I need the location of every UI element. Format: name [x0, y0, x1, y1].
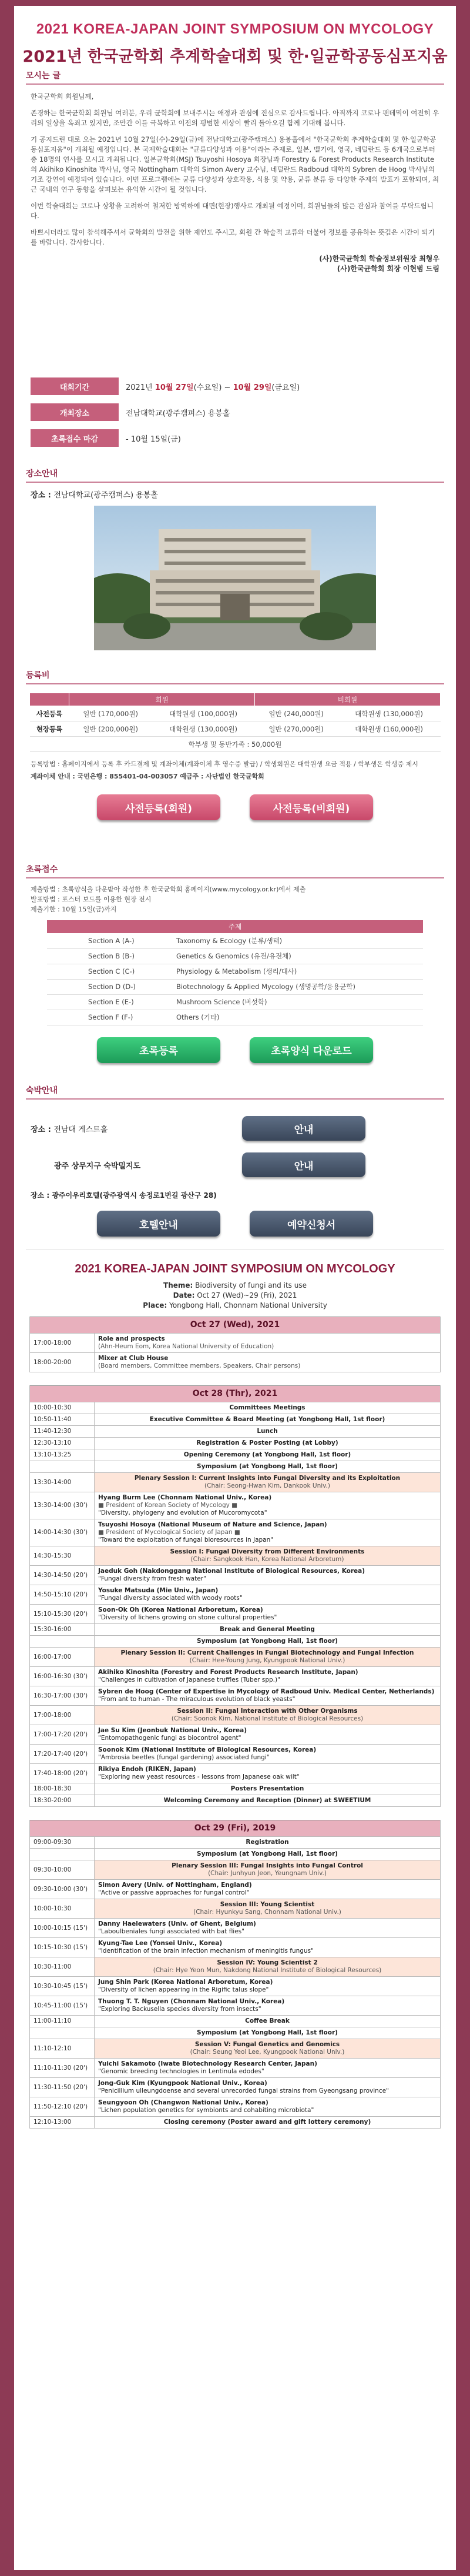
table-row [30, 1725, 441, 1745]
program-talk: Jaeduk Goh (Nakdonggang National Institute of Biological Resources, Korea) "Fungal diversity from fresh water" [95, 1566, 441, 1585]
program-time: 10:45-11:00 (15') [30, 1996, 95, 2016]
program-time: 18:00-18:30 [30, 1783, 95, 1795]
greeting-paragraph: 이번 학술대회는 코로나 상황을 고려하여 철저한 방역하에 대면(현장)행사로 개최될 예정이며, 회원님들의 많은 관심과 참여를 부탁드립니다. [31, 202, 434, 220]
table-row [30, 1546, 441, 1566]
event-row [31, 429, 439, 447]
content-frame [14, 6, 456, 2570]
abstract-note: 발표방법 : 포스터 보드를 이용한 현장 전시 [31, 896, 152, 903]
program-time: 11:10-12:10 [30, 2039, 95, 2059]
program-talk: Hyang Burm Lee (Chonnam National Univ., Korea) ■ President of Korean Society of Mycology ■ "Diversity, phylogeny and evolution of Mucoromycota" [95, 1492, 441, 1519]
event-value: 전남대학교(광주캠퍼스) 용봉홀 [126, 409, 230, 418]
program-time: 15:10-15:30 (20') [30, 1605, 95, 1624]
program-talk: Jae Su Kim (Jeonbuk National Univ., Korea) "Entomopathogenic fungi as biocontrol agent" [95, 1725, 441, 1745]
table-row [30, 1919, 441, 1938]
hotel-info-button[interactable]: 호텔안내 [97, 1211, 220, 1237]
program-entry: Plenary Session III: Fungal Insights into Fungal Control (Chair: Junhyun Jeon, Yeungnam Univ.) [95, 1860, 441, 1880]
table-row: 사전등록 일반 (170,000원) 대학원생 (100,000원) 일반 (240,000원) 대학원생 (130,000원) [30, 706, 441, 721]
program-entry: Welcoming Ceremony and Reception (Dinner) at SWEETIUM [95, 1795, 441, 1807]
table-row [30, 1764, 441, 1783]
table-row [30, 1353, 441, 1372]
program-entry: Opening Ceremony (at Yongbong Hall, 1st floor) [95, 1449, 441, 1461]
abstract-section [14, 863, 456, 1063]
table-row [30, 1648, 441, 1667]
program-time: 17:00-18:00 [30, 1334, 95, 1353]
table-row [30, 1745, 441, 1764]
program-time: 12:10-13:00 [30, 2117, 95, 2129]
table-row [30, 1957, 441, 1977]
program-time: 10:00-10:15 (15') [30, 1919, 95, 1938]
program-time: 18:00-20:00 [30, 1353, 95, 1372]
table-row [30, 1566, 441, 1585]
program-talk: Seungyoon Oh (Changwon National Univ., Korea) "Lichen population genetics for symbionts and cohabiting microbiota" [95, 2097, 441, 2117]
venue-photo [94, 506, 376, 650]
program-time [30, 1849, 95, 1860]
program-time: 11:30-11:50 (20') [30, 2078, 95, 2097]
program-talk: Jong-Guk Kim (Kyungpook National Univ., Korea) "Penicillium ulleungdoense and several unrecorded fungal strains from Gyeongsang province" [95, 2078, 441, 2097]
program-time: 16:00-16:30 (30') [30, 1667, 95, 1686]
hotel-note: 장소 : 광주이우리호텔(광주광역시 송정로1번길 광산구 28) [31, 1191, 217, 1200]
program-talk: Thuong T. T. Nguyen (Chonnam National Univ., Korea) "Exploring Backusella species diversity from insects" [95, 1996, 441, 2016]
program-time: 13:30-14:00 (30') [30, 1492, 95, 1519]
table-row [30, 1624, 441, 1636]
table-row: Section E (E-) Mushroom Science (버섯학) [47, 994, 423, 1010]
event-value: - 10월 15일(금) [126, 435, 181, 444]
table-row [30, 1636, 441, 1648]
program-talk: Simon Avery (Univ. of Nottingham, England) "Active or passive approaches for fungal control" [95, 1880, 441, 1899]
table-row [30, 1585, 441, 1605]
table-row [30, 1880, 441, 1899]
program-talk: Soonok Kim (National Institute of Biological Resources, Korea) "Ambrosia beetles (fungal gardening) associated fungi" [95, 1745, 441, 1764]
program-time: 11:10-11:30 (20') [30, 2059, 95, 2078]
preregister-member-button[interactable]: 사전등록(회원) [97, 794, 220, 820]
greeting-paragraph: 기 공지드린 대로 오는 2021년 10월 27일(수)-29일(금)에 전남대학교(광주캠퍼스) 용봉홀에서 "한국균학회 추계학술대회 및 한·일균학공동심포지움"이 개최될 예정입니다. 본 국제학술대회는 "균류다양성과 이용"이라는 주제로, 일본, 벨기에, 영국, 네덜란드 등 6개국으로부터 총 18명의 연사를 모시고 개최됩니다. 일본균학회(MSJ) Tsuyoshi Hosoya 회장님과 Forestry & Forest Products Research Institute의 Akihiko Kinoshita 박사님, 영국 Nottingham 대학의 Simon Avery 교수님, 네덜란드 Radboud 대학의 Sybren de Hoog 박사님의 기조 강연이 예정되어 있습니다. 이번 프로그램에는 균류 다양성과 상호작용, 식용 및 약용, 균류 분류 등 다양한 주제의 발표가 포함되며, 최근 국내외 연구 동향을 살펴보는 유익한 시간이 될 것입니다. [31, 135, 439, 193]
program-talk: Kyung-Tae Lee (Yonsei Univ., Korea) "Identification of the brain infection mechanism of meningitis fungus" [95, 1938, 441, 1957]
table-row: Section C (C-) Physiology & Metabolism (생리/대사) [47, 964, 423, 979]
preregister-nonmember-button[interactable]: 사전등록(비회원) [250, 794, 373, 820]
table-row [30, 1795, 441, 1807]
program-entry: Posters Presentation [95, 1783, 441, 1795]
table-row [30, 2016, 441, 2027]
program-schedule [14, 1317, 456, 2129]
program-entry: Executive Committee & Board Meeting (at Yongbong Hall, 1st floor) [95, 1414, 441, 1426]
table-row: 현장등록 일반 (200,000원) 대학원생 (130,000원) 일반 (270,000원) 대학원생 (160,000원) [30, 721, 441, 737]
program-talk: Rikiya Endoh (RIKEN, Japan) "Exploring new yeast resources - lessons from Japanese oak wilt" [95, 1764, 441, 1783]
title-kr: 2021년 한국균학회 추계학술대회 및 한·일균학공동심포지움 [22, 48, 448, 66]
table-row [30, 2078, 441, 2097]
program-time: 10:30-10:45 (15') [30, 1977, 95, 1996]
table-row [30, 1426, 441, 1438]
table-row [30, 1473, 441, 1492]
event-label: 초록접수 마감 [31, 429, 119, 447]
program-entry: Role and prospects (Ahn-Heum Eom, Korea National University of Education) [95, 1334, 441, 1353]
table-row [30, 2039, 441, 2059]
program-time: 17:00-18:00 [30, 1706, 95, 1725]
program-time: 10:00-10:30 [30, 1899, 95, 1919]
program-entry: Registration & Poster Posting (at Lobby) [95, 1438, 441, 1449]
table-row [30, 1706, 441, 1725]
table-row [30, 1334, 441, 1353]
program-talk: Jung Shin Park (Korea National Arboretum, Korea) "Diversity of lichen appearing in the Rigific talus slope" [95, 1977, 441, 1996]
topic-table: 주제 Section A (A-) Taxonomy & Ecology (분류/생태) Section B (B-) Genetics & Genomics (유전/유전체) Section C (C-) Physiology & Metabolism (생리/대사) Section D (D-) Biotechnology & Applied Mycology (생명공학/응용균학) Section E (E-) Mushroom Science (버섯학) Section F (F-) Others (기타) [47, 920, 423, 1025]
event-label: 대회기간 [31, 377, 119, 395]
registration-table: 회원 비회원 사전등록 일반 (170,000원) 대학원생 (100,000원) 일반 (240,000원) 대학원생 (130,000원) 현장등록 일반 (200,000원) 대학원생 (130,000원) 일반 (270,000원) 대학원생 (160,000원) 학부생 및 동반가족 : 50,000원 [29, 693, 441, 752]
program-talk: Yosuke Matsuda (Mie Univ., Japan) "Fungal diversity associated with woody roots" [95, 1585, 441, 1605]
program-entry: Mixer at Club House (Board members, Committee members, Speakers, Chair persons) [95, 1353, 441, 1372]
program-time [30, 1461, 95, 1473]
program-entry: Session III: Young Scientist (Chair: Hyunkyu Sang, Chonnam National Univ.) [95, 1899, 441, 1919]
program-time: 10:50-11:40 [30, 1414, 95, 1426]
registration-heading: 등록비 [26, 669, 444, 684]
program-time: 10:30-11:00 [30, 1957, 95, 1977]
lodging-heading: 숙박안내 [26, 1084, 444, 1100]
table-row [30, 2097, 441, 2117]
program-time: 18:30-20:00 [30, 1795, 95, 1807]
program-entry: Session I: Fungal Diversity from Different Environments (Chair: Sangkook Han, Korea National Arboretum) [95, 1546, 441, 1566]
program-entry: Lunch [95, 1426, 441, 1438]
venue-heading: 장소안내 [26, 467, 444, 483]
program-entry: Symposium (at Yongbong Hall, 1st floor) [95, 1849, 441, 1860]
registration-note: 등록방법 : 홈페이지에서 등록 후 카드결제 및 계좌이체(계좌이체 후 영수증 발급) / 학생회원은 대학원생 요금 적용 / 학부생은 학생증 제시 [31, 760, 418, 768]
registration-footnote: 학부생 및 동반가족 : 50,000원 [30, 737, 441, 752]
table-row: Section B (B-) Genetics & Genomics (유전/유전체) [47, 948, 423, 964]
program-time: 17:20-17:40 (20') [30, 1745, 95, 1764]
program-place: Place: Yongbong Hall, Chonnam National University [143, 1301, 327, 1309]
table-row [30, 1996, 441, 2016]
table-row [30, 2059, 441, 2078]
event-value: 2021년 10월 27일(수요일) ~ 10월 29일(금요일) [126, 383, 300, 392]
program-entry: Closing ceremony (Poster award and gift lottery ceremony) [95, 2117, 441, 2129]
greeting-paragraph: 한국균학회 회원님께, [31, 92, 94, 101]
reservation-form-button[interactable]: 예약신청서 [250, 1211, 373, 1237]
venue-section [14, 467, 456, 650]
abstract-note: 제출기한 : 10월 15일(금)까지 [31, 906, 117, 913]
program-talk: Akihiko Kinoshita (Forestry and Forest Products Research Institute, Japan) "Challenges in cultivation of Japanese truffles (Tuber spp.)" [95, 1667, 441, 1686]
program-entry: Committees Meetings [95, 1402, 441, 1414]
program-time: 13:10-13:25 [30, 1449, 95, 1461]
program-talk: Soon-Ok Oh (Korea National Arboretum, Korea) "Diversity of lichens growing on stone cultural properties" [95, 1605, 441, 1624]
program-time: 12:30-13:10 [30, 1438, 95, 1449]
program-talk: Sybren de Hoog (Center of Expertise in Mycology of Radboud Univ. Medical Center, Netherlands) "From ant to human - The miraculous evolution of black yeasts" [95, 1686, 441, 1706]
program-time: 14:30-15:30 [30, 1546, 95, 1566]
table-row [30, 1938, 441, 1957]
greeting-section [14, 69, 456, 274]
program-time: 09:30-10:00 [30, 1860, 95, 1880]
program-day-title: Oct 29 (Fri), 2019 [30, 1820, 441, 1837]
table-row [30, 1438, 441, 1449]
table-row [30, 1461, 441, 1473]
program-time: 14:50-15:10 (20') [30, 1585, 95, 1605]
abstract-note: 제출방법 : 초록양식을 다운받아 작성한 후 한국균학회 홈페이지(www.mycology.or.kr)에서 제출 [31, 886, 306, 893]
table-row [30, 2027, 441, 2039]
table-row [30, 1837, 441, 1849]
abstract-heading: 초록접수 [26, 863, 444, 878]
sangmu-lodging-info-button[interactable]: 안내 [242, 1152, 365, 1177]
program-section [14, 1249, 456, 2129]
table-row: Section D (D-) Biotechnology & Applied Mycology (생명공학/응용균학) [47, 979, 423, 994]
venue-line: 장소 : 전남대학교(광주캠퍼스) 용봉홀 [31, 491, 158, 500]
greeting-paragraph: 바쁘시더라도 많이 참석해주셔서 균학회의 발전을 위한 제언도 주시고, 회원 간 학술적 교류와 더불어 정보를 공유하는 뜻깊은 시간이 되기를 바랍니다. 감사합니다. [31, 228, 435, 246]
program-time: 16:00-17:00 [30, 1648, 95, 1667]
program-talk: Danny Haelewaters (Univ. of Ghent, Belgium) "Laboulbeniales fungi associated with bat flies" [95, 1919, 441, 1938]
abstract-submit-button[interactable]: 초록등록 [97, 1037, 220, 1063]
table-row [30, 1783, 441, 1795]
program-day-table [29, 1317, 441, 1372]
table-row [30, 1849, 441, 1860]
program-entry: Symposium (at Yongbong Hall, 1st floor) [95, 1636, 441, 1648]
lodging-row: 장소 : 전남대 게스트홀 안내 [31, 1116, 439, 1141]
title-en: 2021 KOREA-JAPAN JOINT SYMPOSIUM ON MYCOLOGY [36, 21, 434, 37]
program-day-title: Oct 27 (Wed), 2021 [30, 1317, 441, 1334]
table-row [30, 1414, 441, 1426]
program-time: 14:30-14:50 (20') [30, 1566, 95, 1585]
program-day-table [29, 1820, 441, 2129]
table-row [30, 1899, 441, 1919]
event-row [31, 403, 439, 421]
program-entry: Session II: Fungal Interaction with Other Organisms (Chair: Soonok Kim, National Institute of Biological Resources) [95, 1706, 441, 1725]
event-row [31, 377, 439, 395]
table-row [30, 1492, 441, 1519]
table-row [30, 1977, 441, 1996]
event-label: 개최장소 [31, 403, 119, 421]
table-row [30, 1860, 441, 1880]
table-row: Section A (A-) Taxonomy & Ecology (분류/생태) [47, 933, 423, 948]
program-time: 17:40-18:00 (20') [30, 1764, 95, 1783]
header [14, 6, 456, 70]
greeting-heading: 모시는 글 [26, 69, 444, 85]
program-time: 16:30-17:00 (30') [30, 1686, 95, 1706]
program-entry: Symposium (at Yongbong Hall, 1st floor) [95, 2027, 441, 2039]
program-entry: Plenary Session I: Current Insights into Fungal Diversity and its Exploitation (Chair: Seong-Hwan Kim, Dankook Univ.) [95, 1473, 441, 1492]
signature-line: (사)한국균학회 회장 이현범 드림 [337, 265, 439, 273]
program-time: 10:00-10:30 [30, 1402, 95, 1414]
program-time: 14:00-14:30 (30') [30, 1519, 95, 1546]
table-row [30, 1605, 441, 1624]
program-day-title: Oct 28 (Thr), 2021 [30, 1386, 441, 1402]
table-row [30, 1667, 441, 1686]
program-date: Date: Oct 27 (Wed)~29 (Fri), 2021 [173, 1291, 297, 1299]
lodging-row: 광주 상무지구 숙박밀지도 안내 [31, 1152, 439, 1177]
program-talk: Yuichi Sakamoto (Iwate Biotechnology Research Center, Japan) "Genomic breeding technologies in Lentinula edodes" [95, 2059, 441, 2078]
table-row [30, 2117, 441, 2129]
program-time [30, 1636, 95, 1648]
table-row: Section F (F-) Others (기타) [47, 1010, 423, 1025]
program-talk: Tsuyoshi Hosoya (National Museum of Nature and Science, Japan) ■ President of Mycological Society of Japan ■ "Toward the exploitation of fungal bioresources in Japan" [95, 1519, 441, 1546]
program-time: 11:40-12:30 [30, 1426, 95, 1438]
program-time: 17:00-17:20 (20') [30, 1725, 95, 1745]
program-time: 15:30-16:00 [30, 1624, 95, 1636]
lodging-section [14, 1084, 456, 1237]
table-row [30, 1519, 441, 1546]
program-time: 11:00-11:10 [30, 2016, 95, 2027]
guesthouse-info-button[interactable]: 안내 [242, 1116, 365, 1141]
program-time: 09:00-09:30 [30, 1837, 95, 1849]
program-entry: Break and General Meeting [95, 1624, 441, 1636]
program-title: 2021 KOREA-JAPAN JOINT SYMPOSIUM ON MYCOLOGY [75, 1262, 395, 1275]
table-row [30, 1686, 441, 1706]
program-theme: Theme: Biodiversity of fungi and its use [163, 1281, 307, 1289]
program-time: 11:50-12:10 (20') [30, 2097, 95, 2117]
greeting-paragraph: 존경하는 한국균학회 회원님 여러분, 우리 균학회에 보내주시는 애정과 관심에 진심으로 감사드립니다. 아직까지 코로나 팬데믹이 여전히 우리의 일상을 옥죄고 있지만, 조만간 이를 극복하고 이전의 평범한 세상이 빨리 돌아오길 함께 기대해 봅니다. [31, 109, 439, 127]
program-time: 13:30-14:00 [30, 1473, 95, 1492]
abstract-template-download-button[interactable]: 초록양식 다운로드 [250, 1037, 373, 1063]
program-entry: Symposium (at Yongbong Hall, 1st floor) [95, 1461, 441, 1473]
table-row [30, 1449, 441, 1461]
program-day-table [29, 1385, 441, 1807]
program-time: 09:30-10:00 (30') [30, 1880, 95, 1899]
program-entry: Session IV: Young Scientist 2 (Chair: Hye Yeon Mun, Nakdong National Institute of Biological Resources) [95, 1957, 441, 1977]
program-entry: Session V: Fungal Genetics and Genomics (Chair: Seung Yeol Lee, Kyungpook National Univ.) [95, 2039, 441, 2059]
registration-section [14, 669, 456, 820]
program-time: 10:15-10:30 (15') [30, 1938, 95, 1957]
registration-note: 계좌이체 안내 : 국민은행 : 855401-04-003057 예금주 : 사단법인 한국균학회 [31, 773, 264, 780]
table-row [30, 1402, 441, 1414]
event-info [14, 377, 456, 455]
program-entry: Registration [95, 1837, 441, 1849]
program-time [30, 2027, 95, 2039]
signature-line: (사)한국균학회 학술정보위원장 최형우 [319, 255, 439, 263]
program-entry: Plenary Session II: Current Challenges in Fungal Biotechnology and Fungal Infection (Chair: Hee-Young Jung, Kyungpook National Univ.) [95, 1648, 441, 1667]
program-entry: Coffee Break [95, 2016, 441, 2027]
